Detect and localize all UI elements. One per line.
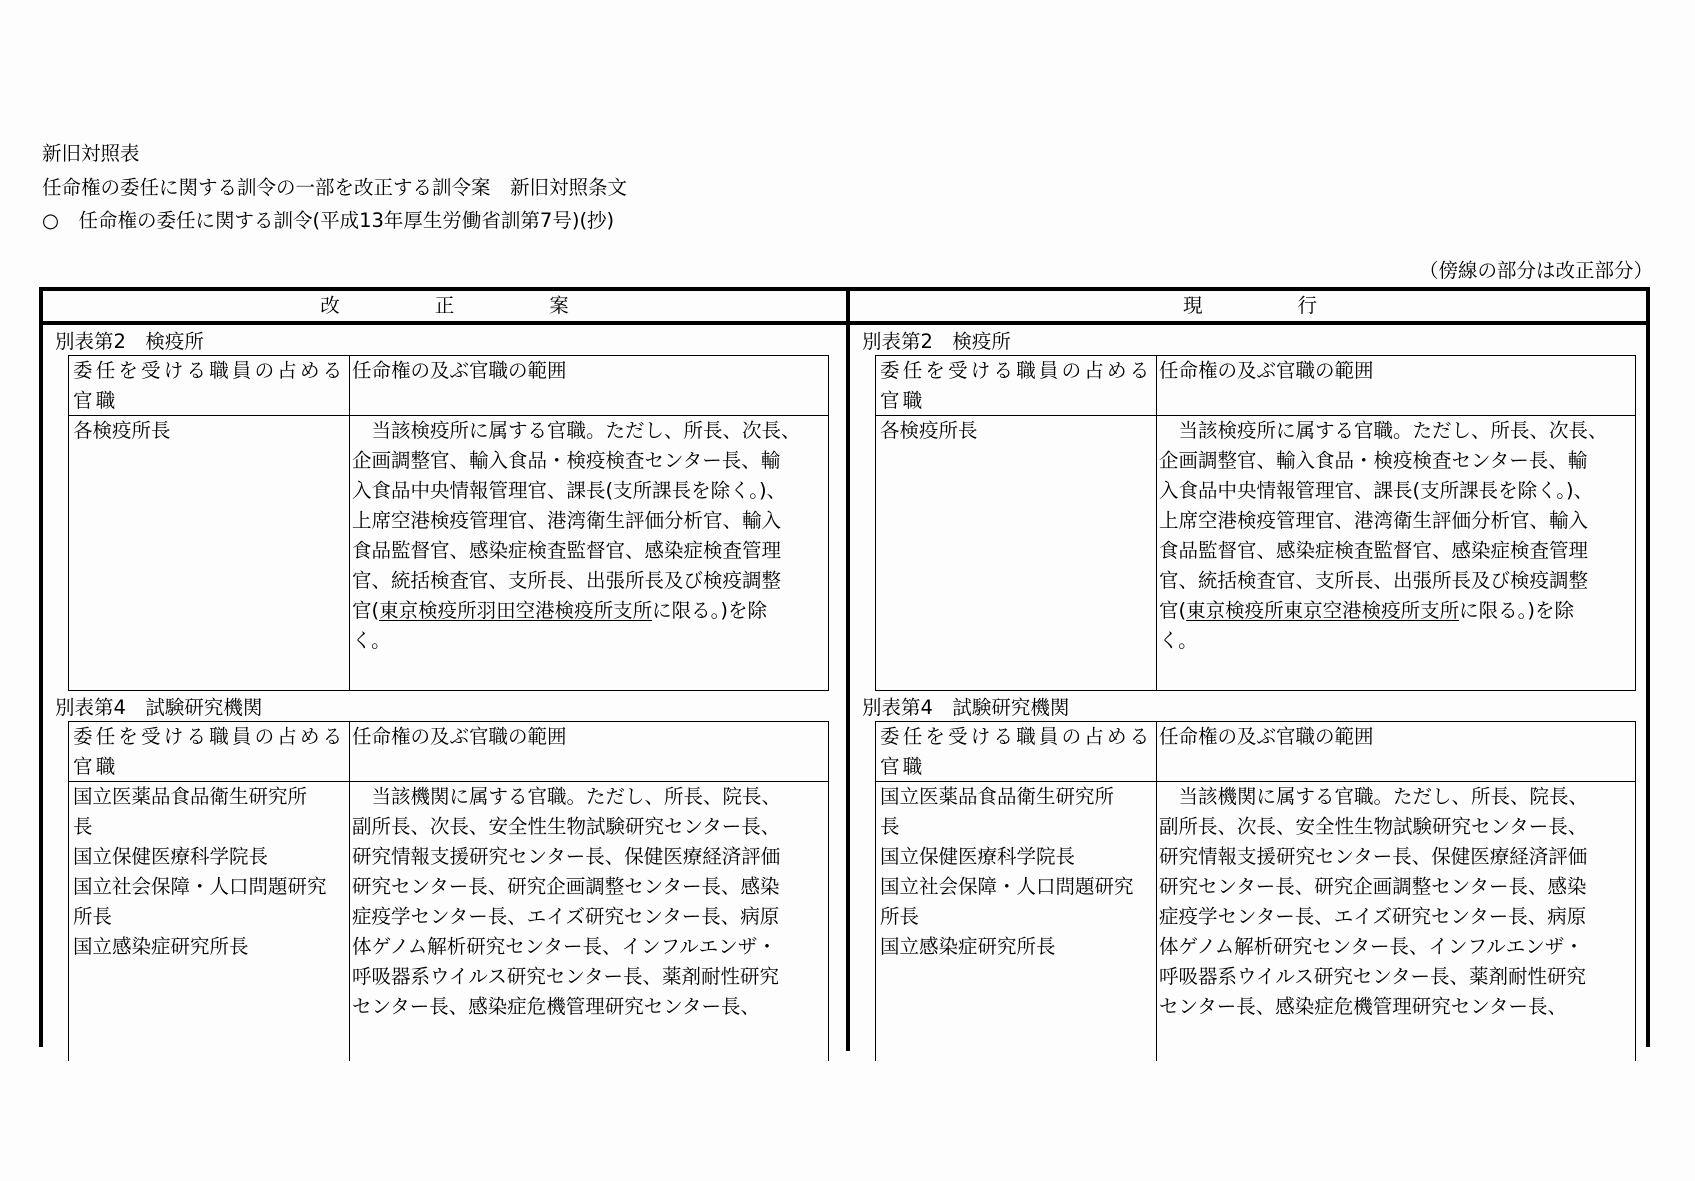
text-line: 官、統括検査官、支所長、出張所長及び検疫調整 (352, 569, 782, 592)
header-char: 正 (434, 294, 455, 317)
header-char: 改 (320, 294, 340, 317)
text-line: 委任を受ける職員の占める (880, 359, 1153, 382)
text-line: 症疫学センター長、エイズ研究センター長、病原 (1159, 905, 1587, 928)
section-label: 別表第4 試験研究機関 (55, 696, 263, 719)
text-line: センター長、感染症危機管理研究センター長、 (1159, 995, 1567, 1018)
underline-note: （傍線の部分は改正部分） (1418, 259, 1653, 282)
text-line: 副所長、次長、安全性生物試験研究センター長、 (1159, 815, 1588, 838)
text-line: 官職 (880, 755, 926, 778)
text-line: 国立医薬品食品衛生研究所 (880, 785, 1115, 808)
current-column (850, 325, 1650, 1051)
table-header-row (43, 291, 1646, 325)
document-subtitle: 任命権の委任に関する訓令の一部を改正する訓令案 新旧対照条文 (42, 176, 628, 199)
text-line: 委任を受ける職員の占める (73, 359, 346, 382)
text-line: 当該検疫所に属する官職。ただし、所長、次長、 (352, 419, 801, 442)
column-header-revised (43, 291, 846, 321)
column-header-current (850, 291, 1650, 321)
text-line: 上席空港検疫管理官、港湾衛生評価分析官、輸入 (1159, 509, 1589, 532)
text-line: 企画調整官、輸入食品・検疫検査センター長、輸 (1159, 449, 1588, 472)
section-label: 別表第4 試験研究機関 (862, 696, 1070, 719)
text-line: 長 (880, 815, 900, 838)
text-line: 呼吸器系ウイルス研究センター長、薬剤耐性研究 (352, 965, 780, 988)
text-line: 官職 (880, 389, 926, 412)
text-line: 研究情報支援研究センター長、保健医療経済評価 (1159, 845, 1588, 868)
header-cell-position (880, 356, 1154, 416)
inner-table-quarantine (68, 355, 829, 691)
text-line: 入食品中央情報管理官、課長(支所課長を除く。)、 (352, 479, 787, 502)
text-line: 国立医薬品食品衛生研究所 (73, 785, 308, 808)
text-line: 委任を受ける職員の占める (880, 725, 1153, 748)
text-line: 国立保健医療科学院長 (880, 845, 1076, 868)
scope-cell (1159, 416, 1635, 656)
scope-cell (352, 416, 828, 656)
text-line: 国立社会保障・人口問題研究 (73, 875, 327, 898)
text-line: く。 (352, 629, 391, 652)
text-line: 副所長、次長、安全性生物試験研究センター長、 (352, 815, 781, 838)
text-line: 官職 (73, 755, 119, 778)
text-line: 官、統括検査官、支所長、出張所長及び検疫調整 (1159, 569, 1589, 592)
section-label: 別表第2 検疫所 (55, 330, 204, 353)
header-cell-scope: 任命権の及ぶ官職の範囲 (1159, 359, 1374, 382)
inner-table-research (68, 721, 829, 1061)
header-cell-position (880, 722, 1154, 782)
text-line: 国立保健医療科学院長 (73, 845, 269, 868)
header-char: 現 (1182, 294, 1203, 317)
position-cell (73, 782, 347, 962)
text-line: 長 (73, 815, 93, 838)
text-line: 所長 (880, 905, 920, 928)
text-line: 呼吸器系ウイルス研究センター長、薬剤耐性研究 (1159, 965, 1587, 988)
comparison-table (39, 287, 1650, 1047)
text-line: 食品監督官、感染症検査監督官、感染症検査管理 (352, 539, 782, 562)
text-line: 官職 (73, 389, 119, 412)
text-line: 委任を受ける職員の占める (73, 725, 346, 748)
text-line: 食品監督官、感染症検査監督官、感染症検査管理 (1159, 539, 1589, 562)
law-reference-line: ○ 任命権の委任に関する訓令(平成13年厚生労働省訓第7号)(抄) (42, 209, 615, 232)
text-line: 所長 (73, 905, 113, 928)
text-line: 国立感染症研究所長 (73, 935, 249, 958)
scope-cell (1159, 782, 1635, 1022)
text-line: 体ゲノム解析研究センター長、インフルエンザ・ (1159, 935, 1584, 958)
scope-cell (352, 782, 828, 1022)
amended-text: 東京検疫所羽田空港検疫所支所 (379, 599, 653, 622)
text-line: 企画調整官、輸入食品・検疫検査センター長、輸 (352, 449, 781, 472)
text-segment: に限る。)を除 (652, 599, 767, 622)
text-line: 研究センター長、研究企画調整センター長、感染 (352, 875, 780, 898)
header-cell-scope: 任命権の及ぶ官職の範囲 (352, 725, 567, 748)
text-line: 当該機関に属する官職。ただし、所長、院長、 (1159, 785, 1589, 808)
amended-text: 東京検疫所東京空港検疫所支所 (1186, 599, 1460, 622)
header-char: 行 (1297, 294, 1318, 317)
revised-column (43, 325, 846, 1051)
section-label: 別表第2 検疫所 (862, 330, 1011, 353)
text-segment: に限る。)を除 (1459, 599, 1574, 622)
text-line: 当該機関に属する官職。ただし、所長、院長、 (352, 785, 782, 808)
text-segment: 官( (352, 599, 380, 622)
text-line: 各検疫所長 (73, 419, 171, 442)
header-cell-scope: 任命権の及ぶ官職の範囲 (1159, 725, 1374, 748)
header-cell-scope: 任命権の及ぶ官職の範囲 (352, 359, 567, 382)
text-line: 症疫学センター長、エイズ研究センター長、病原 (352, 905, 780, 928)
text-line-with-amendment (1159, 596, 1635, 626)
text-line: 入食品中央情報管理官、課長(支所課長を除く。)、 (1159, 479, 1594, 502)
text-line: 研究センター長、研究企画調整センター長、感染 (1159, 875, 1587, 898)
text-line: 国立感染症研究所長 (880, 935, 1056, 958)
text-segment: 官( (1159, 599, 1187, 622)
inner-table-quarantine (875, 355, 1636, 691)
inner-table-research (875, 721, 1636, 1061)
text-line-with-amendment (352, 596, 828, 626)
header-char: 案 (549, 294, 569, 317)
header-cell-position (73, 356, 347, 416)
text-line: 体ゲノム解析研究センター長、インフルエンザ・ (352, 935, 777, 958)
header-cell-position (73, 722, 347, 782)
text-line: 上席空港検疫管理官、港湾衛生評価分析官、輸入 (352, 509, 782, 532)
position-cell (880, 416, 1154, 446)
text-line: く。 (1159, 629, 1198, 652)
position-cell (880, 782, 1154, 962)
text-line: 研究情報支援研究センター長、保健医療経済評価 (352, 845, 781, 868)
text-line: 国立社会保障・人口問題研究 (880, 875, 1134, 898)
text-line: 各検疫所長 (880, 419, 978, 442)
position-cell (73, 416, 347, 446)
text-line: 当該検疫所に属する官職。ただし、所長、次長、 (1159, 419, 1608, 442)
text-line: センター長、感染症危機管理研究センター長、 (352, 995, 760, 1018)
document-title: 新旧対照表 (42, 142, 140, 165)
